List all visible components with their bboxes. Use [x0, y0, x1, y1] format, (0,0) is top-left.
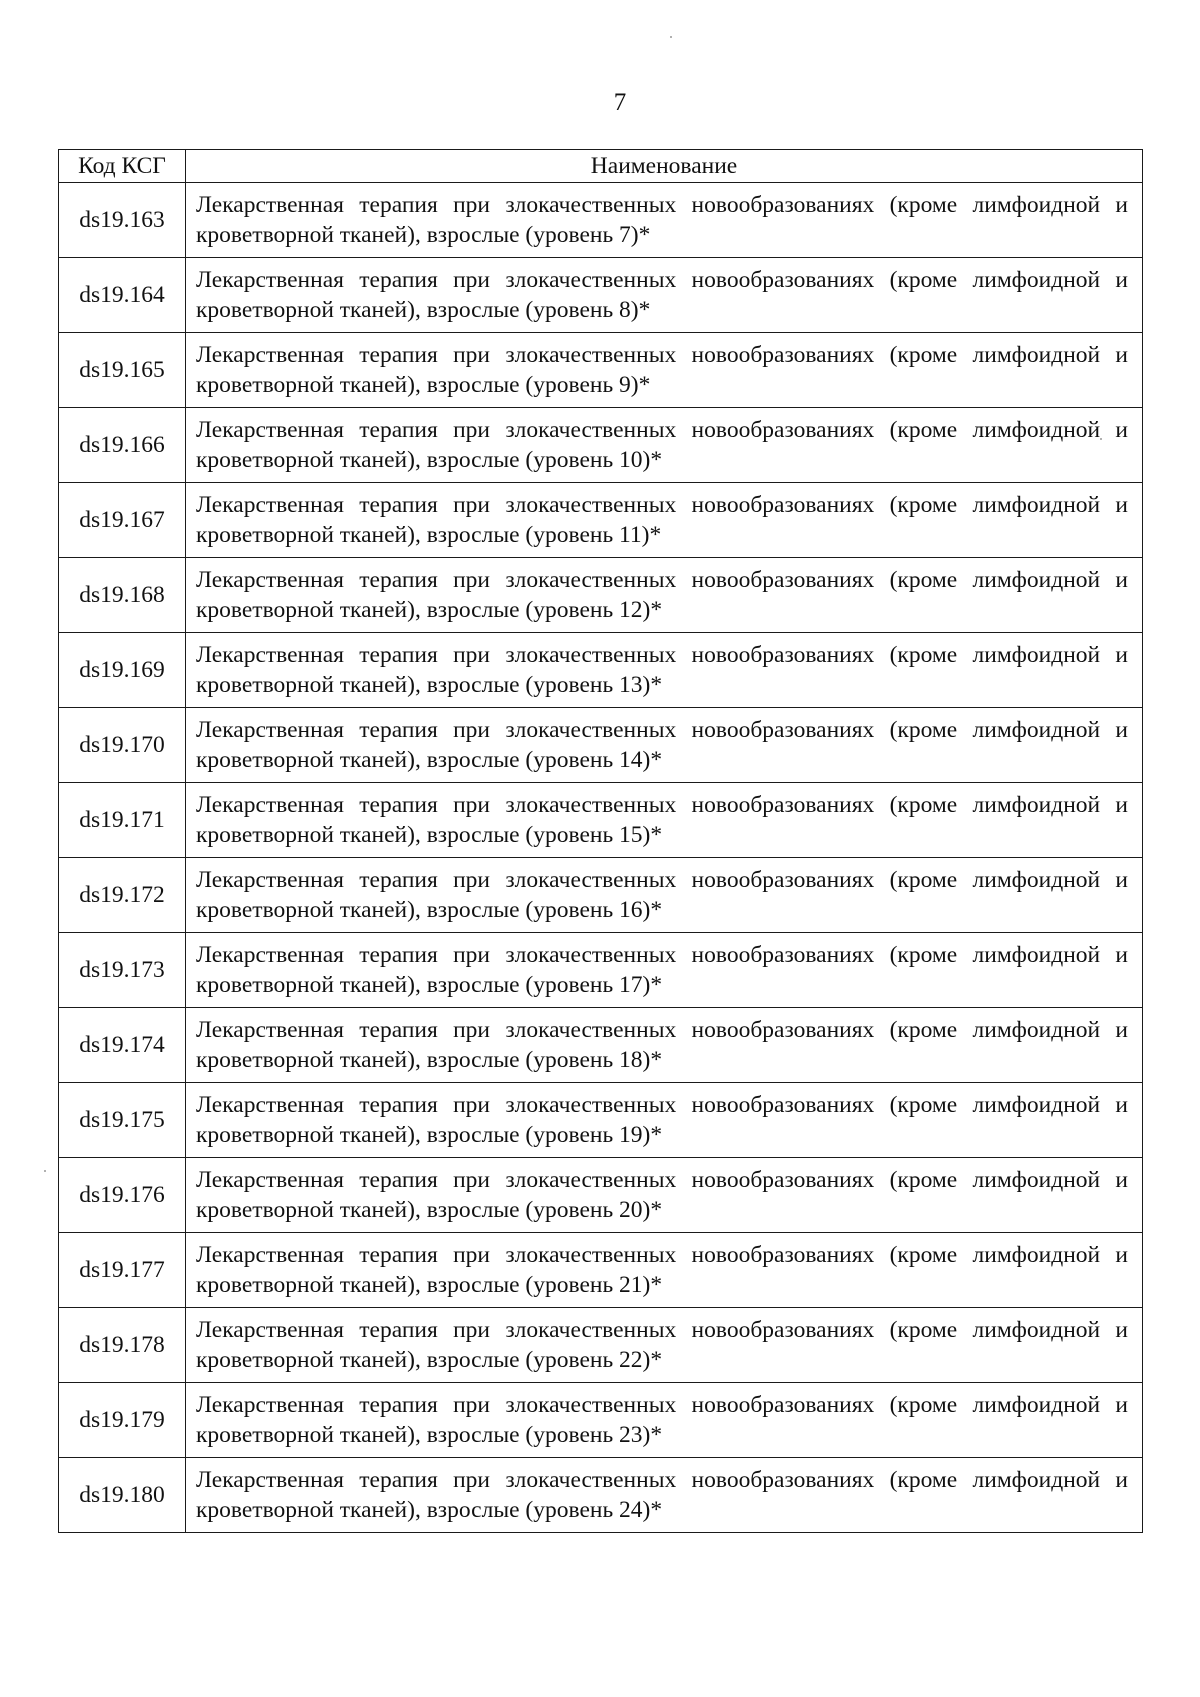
ksg-name-cell: Лекарственная терапия при злокачественных новообразованиях (кроме лимфоидной и кроветворной тканей), взрослые (уровень 22)* — [186, 1308, 1143, 1383]
ksg-code-cell: ds19.164 — [59, 258, 186, 333]
ksg-name-cell: Лекарственная терапия при злокачественных новообразованиях (кроме лимфоидной и кроветворной тканей), взрослые (уровень 12)* — [186, 558, 1143, 633]
table-row — [59, 1008, 1143, 1083]
ksg-code-cell: ds19.165 — [59, 333, 186, 408]
ksg-name-cell: Лекарственная терапия при злокачественных новообразованиях (кроме лимфоидной и кроветворной тканей), взрослые (уровень 20)* — [186, 1158, 1143, 1233]
table-row — [59, 183, 1143, 258]
ksg-code-cell: ds19.171 — [59, 783, 186, 858]
ksg-name-cell: Лекарственная терапия при злокачественных новообразованиях (кроме лимфоидной и кроветворной тканей), взрослые (уровень 21)* — [186, 1233, 1143, 1308]
scan-speck — [670, 36, 672, 38]
ksg-name-cell: Лекарственная терапия при злокачественных новообразованиях (кроме лимфоидной и кроветворной тканей), взрослые (уровень 9)* — [186, 333, 1143, 408]
table-row — [59, 708, 1143, 783]
table-row — [59, 1083, 1143, 1158]
ksg-name-cell: Лекарственная терапия при злокачественных новообразованиях (кроме лимфоидной и кроветворной тканей), взрослые (уровень 8)* — [186, 258, 1143, 333]
table-row — [59, 558, 1143, 633]
ksg-code-cell: ds19.170 — [59, 708, 186, 783]
ksg-name-cell: Лекарственная терапия при злокачественных новообразованиях (кроме лимфоидной и кроветворной тканей), взрослые (уровень 11)* — [186, 483, 1143, 558]
table-row — [59, 1458, 1143, 1533]
table-row — [59, 333, 1143, 408]
ksg-code-cell: ds19.177 — [59, 1233, 186, 1308]
page-number: 7 — [613, 89, 627, 116]
table-row — [59, 1383, 1143, 1458]
column-header-code: Код КСГ — [59, 150, 186, 183]
ksg-name-cell: Лекарственная терапия при злокачественных новообразованиях (кроме лимфоидной и кроветворной тканей), взрослые (уровень 15)* — [186, 783, 1143, 858]
table-body — [59, 183, 1143, 1533]
ksg-code-cell: ds19.168 — [59, 558, 186, 633]
table-row — [59, 408, 1143, 483]
ksg-code-cell: ds19.175 — [59, 1083, 186, 1158]
table-header-row — [59, 150, 1143, 183]
table-row — [59, 858, 1143, 933]
ksg-code-cell: ds19.172 — [59, 858, 186, 933]
ksg-code-cell: ds19.176 — [59, 1158, 186, 1233]
table-row — [59, 783, 1143, 858]
ksg-name-cell: Лекарственная терапия при злокачественных новообразованиях (кроме лимфоидной и кроветворной тканей), взрослые (уровень 16)* — [186, 858, 1143, 933]
ksg-name-cell: Лекарственная терапия при злокачественных новообразованиях (кроме лимфоидной и кроветворной тканей), взрослые (уровень 23)* — [186, 1383, 1143, 1458]
column-header-name: Наименование — [186, 150, 1143, 183]
ksg-code-cell: ds19.163 — [59, 183, 186, 258]
table-row — [59, 1308, 1143, 1383]
ksg-code-cell: ds19.169 — [59, 633, 186, 708]
ksg-name-cell: Лекарственная терапия при злокачественных новообразованиях (кроме лимфоидной и кроветворной тканей), взрослые (уровень 10)* — [186, 408, 1143, 483]
ksg-code-cell: ds19.180 — [59, 1458, 186, 1533]
ksg-name-cell: Лекарственная терапия при злокачественных новообразованиях (кроме лимфоидной и кроветворной тканей), взрослые (уровень 18)* — [186, 1008, 1143, 1083]
table-row — [59, 1233, 1143, 1308]
ksg-name-cell: Лекарственная терапия при злокачественных новообразованиях (кроме лимфоидной и кроветворной тканей), взрослые (уровень 14)* — [186, 708, 1143, 783]
ksg-code-cell: ds19.179 — [59, 1383, 186, 1458]
ksg-code-cell: ds19.178 — [59, 1308, 186, 1383]
scan-speck — [44, 1170, 46, 1172]
ksg-code-cell: ds19.173 — [59, 933, 186, 1008]
table-row — [59, 633, 1143, 708]
table-row — [59, 258, 1143, 333]
ksg-name-cell: Лекарственная терапия при злокачественных новообразованиях (кроме лимфоидной и кроветворной тканей), взрослые (уровень 17)* — [186, 933, 1143, 1008]
ksg-table — [58, 149, 1143, 1533]
ksg-name-cell: Лекарственная терапия при злокачественных новообразованиях (кроме лимфоидной и кроветворной тканей), взрослые (уровень 7)* — [186, 183, 1143, 258]
ksg-name-cell: Лекарственная терапия при злокачественных новообразованиях (кроме лимфоидной и кроветворной тканей), взрослые (уровень 13)* — [186, 633, 1143, 708]
ksg-name-cell: Лекарственная терапия при злокачественных новообразованиях (кроме лимфоидной и кроветворной тканей), взрослые (уровень 19)* — [186, 1083, 1143, 1158]
table-row — [59, 1158, 1143, 1233]
table-row — [59, 483, 1143, 558]
ksg-code-cell: ds19.166 — [59, 408, 186, 483]
ksg-code-cell: ds19.167 — [59, 483, 186, 558]
ksg-code-cell: ds19.174 — [59, 1008, 186, 1083]
table-row — [59, 933, 1143, 1008]
ksg-name-cell: Лекарственная терапия при злокачественных новообразованиях (кроме лимфоидной и кроветворной тканей), взрослые (уровень 24)* — [186, 1458, 1143, 1533]
